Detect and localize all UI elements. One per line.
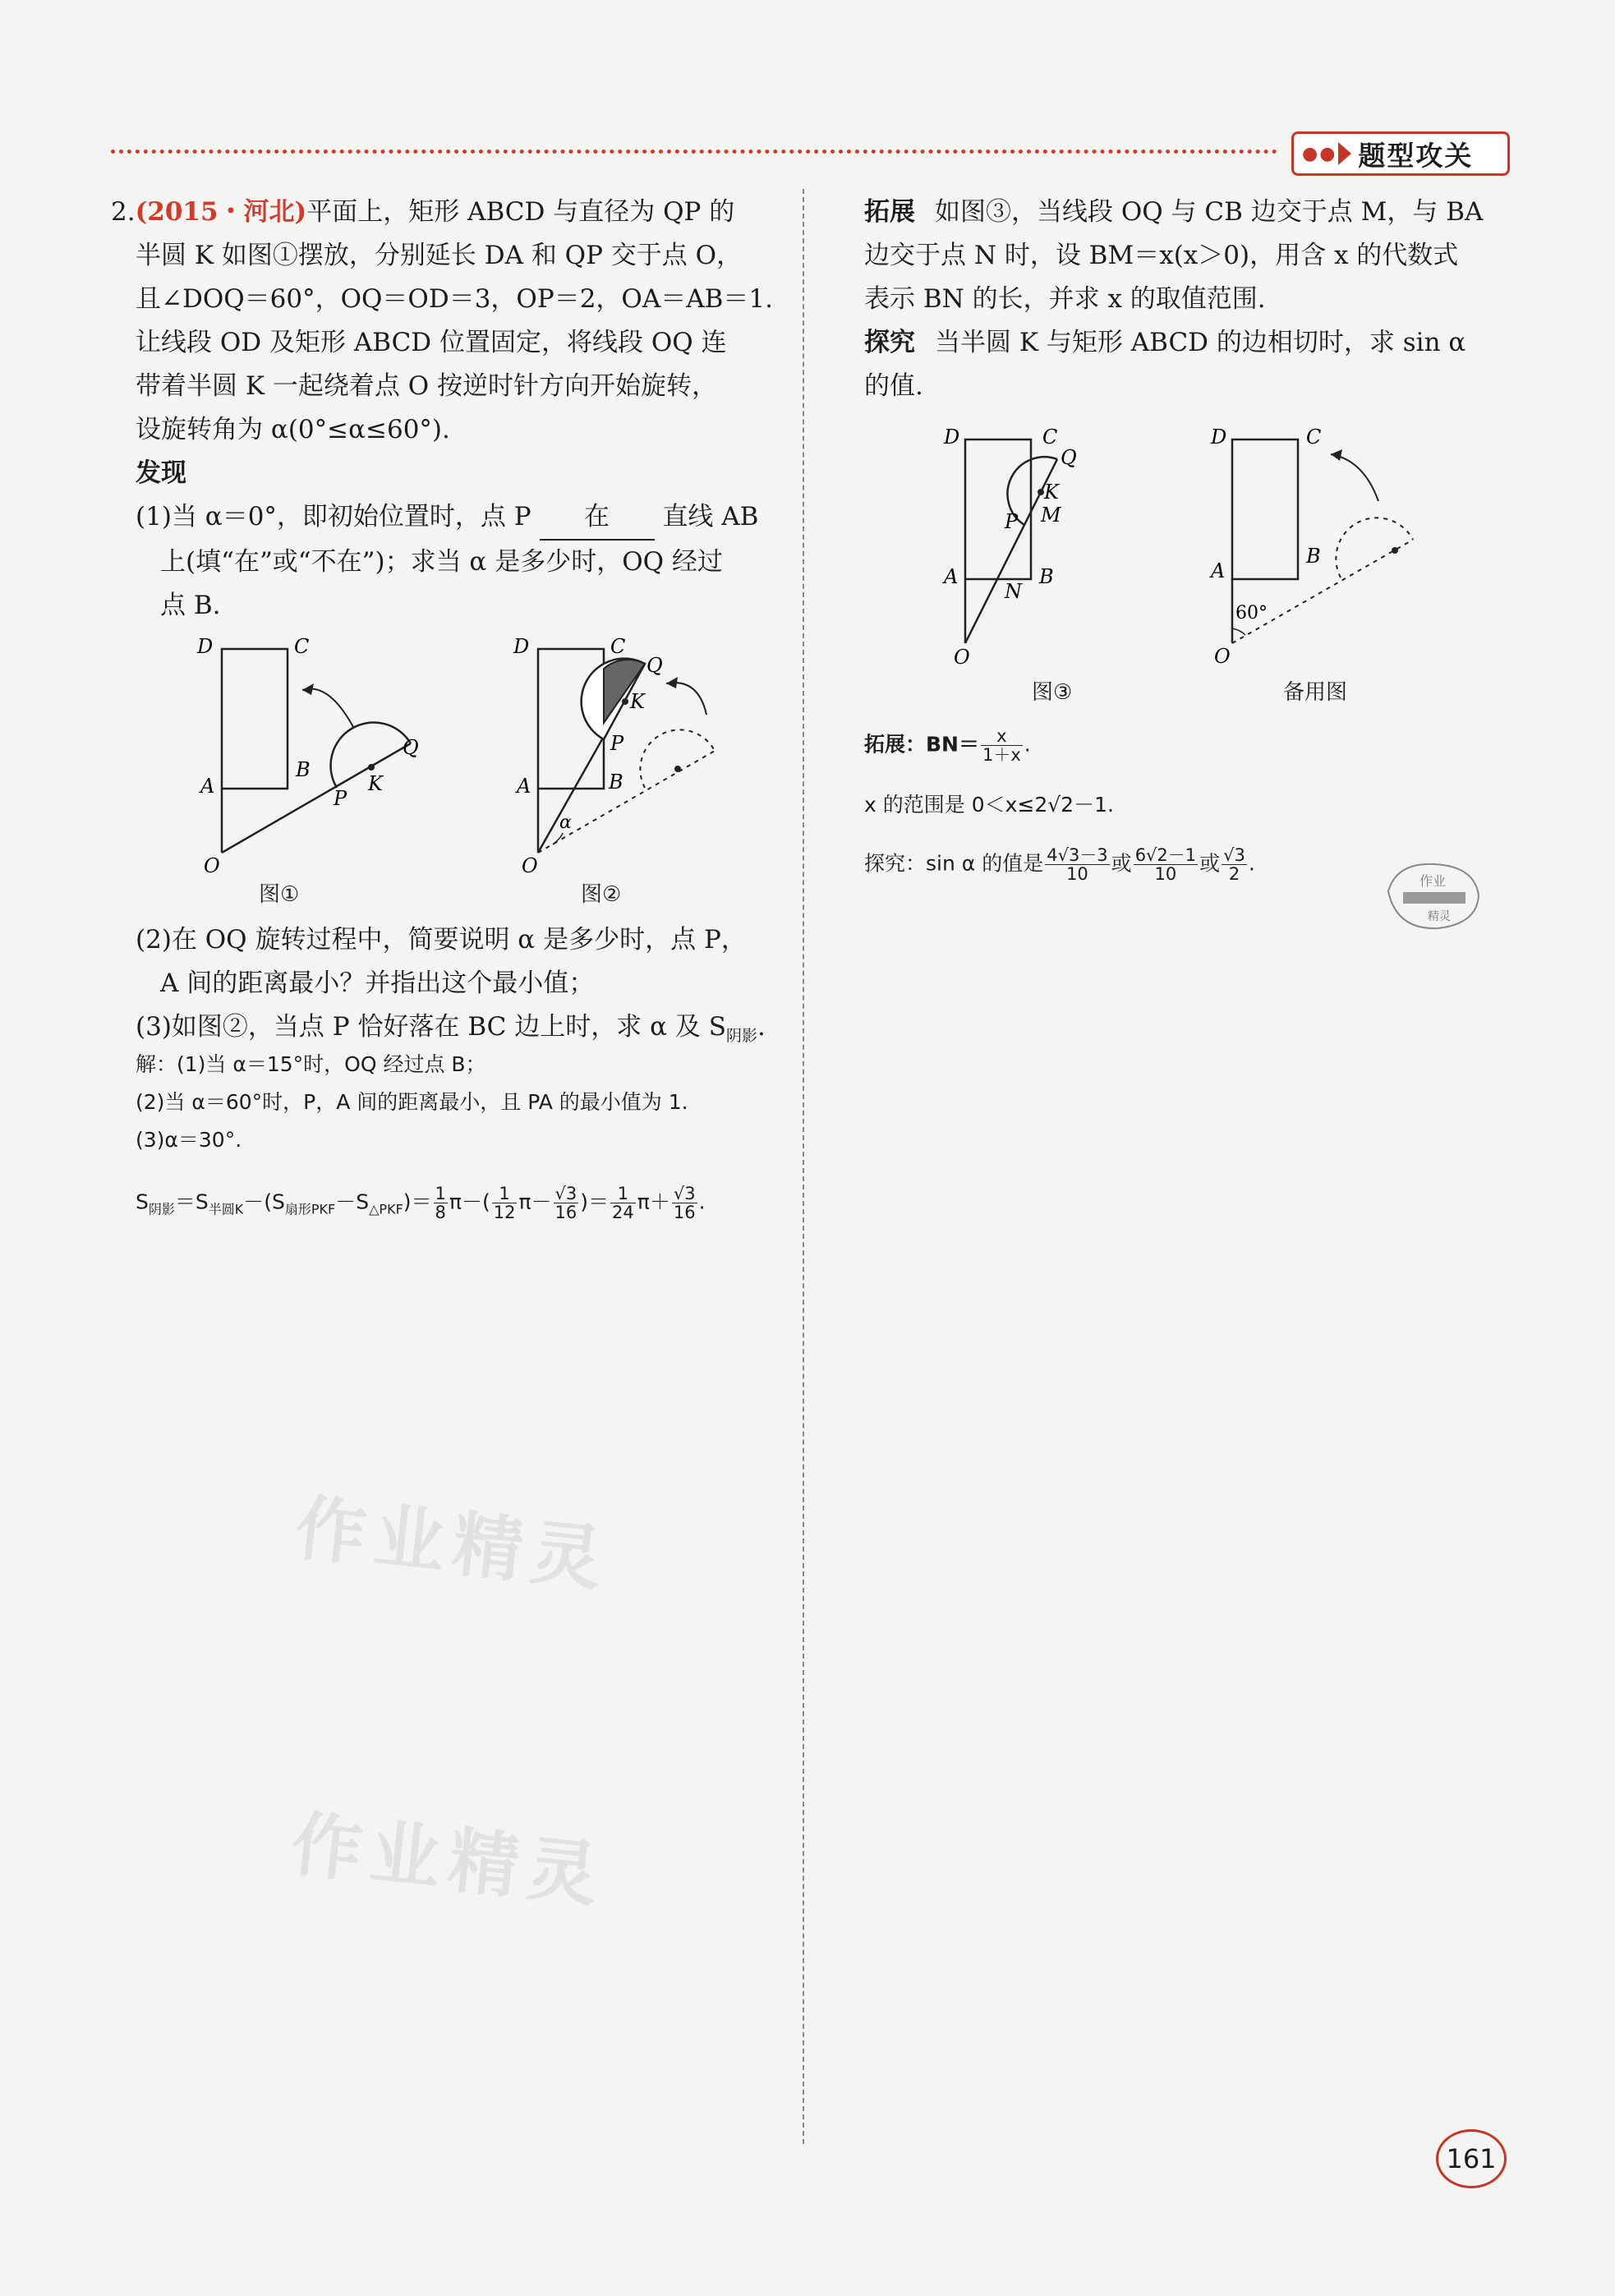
extend-text: 如图③，当线段 OQ 与 CB 边交于点 M，与 BA (935, 197, 1484, 227)
formula-sub: 阴影 (148, 1201, 175, 1217)
arrow-head-icon (666, 677, 678, 688)
formula-text: )＝ (403, 1189, 432, 1214)
stamp-bottom-text: 精灵 (1428, 910, 1451, 923)
q3-end: . (757, 1012, 766, 1042)
angle-arc (553, 833, 563, 844)
label-a: A (1211, 559, 1226, 582)
label-b: B (1039, 565, 1054, 588)
label-q: Q (646, 654, 663, 677)
numerator: √3 (1223, 845, 1245, 865)
extend-answer-text: 拓展：BN＝ (864, 732, 979, 757)
label-a: A (944, 565, 959, 588)
badge-dots-icon: ●● (1302, 143, 1337, 164)
label-d: D (513, 635, 530, 658)
problem-line: 且∠DOQ＝60°，OQ＝OD＝3，OP＝2，OA＝AB＝1. (136, 284, 773, 314)
problem-line: 带着半圆 K 一起绕着点 O 按逆时针方向开始旋转， (136, 371, 717, 401)
badge-arrow-icon (1338, 142, 1351, 165)
rotation-arrow (666, 683, 706, 715)
denominator: 24 (612, 1203, 634, 1222)
fraction (981, 727, 1023, 764)
denominator: 8 (435, 1203, 446, 1222)
original-oq-dotted (538, 751, 715, 853)
formula-sub: 半圆K (208, 1201, 244, 1217)
original-semicircle-dotted (640, 729, 715, 788)
figure-3 (932, 423, 1121, 669)
angle-arc (1232, 628, 1245, 635)
extend-answer-end: . (1024, 732, 1031, 757)
numerator: √3 (673, 1184, 696, 1203)
oq-dotted (1232, 540, 1413, 643)
question-1-line3: 点 B. (160, 591, 221, 620)
problem-line: 让线段 OD 及矩形 ABCD 位置固定，将线段 OQ 连 (136, 328, 727, 357)
rect-abcd (965, 439, 1031, 579)
question-2-line1: (2)在 OQ 旋转过程中，简要说明 α 是多少时，点 P， (136, 925, 747, 955)
label-k: K (368, 772, 383, 795)
answer-2: (2)当 α＝60°时，P，A 间的距离最小，且 PA 的最小值为 1. (136, 1090, 688, 1114)
figure-spare (1199, 423, 1446, 669)
formula-text: ＝S (174, 1189, 209, 1214)
formula-text: －S (335, 1189, 370, 1214)
problem-line: 设旋转角为 α(0°≤α≤60°). (136, 415, 450, 444)
extend-line: 表示 BN 的长，并求 x 的取值范围. (864, 284, 1266, 314)
figure-2-caption: 图② (581, 882, 622, 907)
label-p: P (334, 787, 347, 810)
fraction (610, 1185, 636, 1222)
label-b: B (609, 771, 623, 794)
explore-answer (864, 846, 1373, 883)
numerator: 1 (492, 1185, 518, 1203)
shaded-area-formula (136, 1185, 793, 1225)
stamp-logo (1380, 854, 1487, 936)
explore-answer-end: . (1248, 851, 1255, 876)
header-dotted-rule (111, 150, 1277, 154)
point-k (622, 698, 628, 705)
label-q: Q (1061, 446, 1077, 469)
rotation-arrow (1331, 454, 1378, 501)
fraction (1134, 846, 1198, 883)
arrow-head-icon (1331, 449, 1342, 461)
formula-text: π－ (518, 1189, 552, 1214)
or-text: 或 (1199, 851, 1221, 876)
formula-text: π＋ (637, 1189, 670, 1214)
q1-answer-blank: 在 (540, 495, 655, 541)
label-c: C (610, 635, 626, 658)
q1-text: (1)当 α＝0°，即初始位置时，点 P (136, 502, 531, 531)
label-p: P (610, 732, 624, 755)
rotation-arrow (302, 688, 353, 727)
point-dot (1392, 547, 1398, 554)
question-1-line2: 上(填“在”或“不在”)；求当 α 是多少时，OQ 经过 (160, 547, 723, 577)
label-d: D (197, 635, 214, 658)
point-k (1038, 489, 1044, 495)
fraction (554, 1185, 579, 1222)
denominator: 1＋x (982, 745, 1021, 765)
numerator: 4√3－3 (1047, 845, 1108, 865)
problem-source: (2015・河北) (135, 197, 307, 227)
explore-answer-text: 探究：sin α 的值是 (864, 851, 1044, 876)
numerator: 6√2－1 (1134, 845, 1197, 865)
numerator: 1 (435, 1184, 446, 1203)
numerator: 1 (610, 1185, 636, 1203)
label-k: K (630, 690, 645, 713)
fraction (1222, 846, 1247, 883)
rect-abcd (1232, 439, 1298, 579)
answer-3: (3)α＝30°. (136, 1128, 242, 1152)
label-a: A (200, 775, 215, 798)
problem-number: 2. (111, 197, 136, 227)
label-o: O (1214, 645, 1231, 668)
explore-heading: 探究 (864, 328, 915, 357)
semicircle-dotted (1336, 518, 1413, 577)
question-1 (111, 495, 784, 541)
label-d: D (944, 426, 960, 449)
label-a: A (517, 775, 531, 798)
fraction (434, 1185, 448, 1222)
label-d: D (1211, 426, 1227, 449)
extend-section (864, 191, 1521, 408)
denominator: 12 (493, 1203, 516, 1222)
label-n: N (1005, 580, 1022, 603)
original-k-point (674, 766, 681, 772)
figure-3-caption: 图③ (1032, 680, 1073, 705)
extend-line-1 (864, 191, 1521, 234)
label-q: Q (403, 736, 419, 759)
label-c: C (1042, 426, 1058, 449)
denominator: 16 (554, 1203, 577, 1222)
watermark: 作业精灵 (291, 1487, 614, 1602)
q3-text: (3)如图②，当点 P 恰好落在 BC 边上时，求 α 及 S (136, 1012, 726, 1042)
label-60-degree: 60° (1235, 603, 1268, 623)
label-p: P (1005, 510, 1019, 533)
formula-text: S (136, 1189, 149, 1214)
extend-line: 边交于点 N 时，设 BM＝x(x＞0)，用含 x 的代数式 (864, 241, 1459, 270)
extend-answer (864, 727, 1521, 764)
formula-sub: 扇形PKF (284, 1201, 336, 1217)
explore-text: 当半圆 K 与矩形 ABCD 的边相切时，求 sin α (935, 328, 1466, 357)
section-badge (1291, 131, 1510, 176)
label-o: O (954, 646, 970, 669)
stamp-band (1403, 892, 1465, 904)
label-c: C (1306, 426, 1322, 449)
answers-left (136, 1050, 793, 1155)
line-oq (222, 743, 411, 853)
explore-line-1 (864, 321, 1521, 365)
denominator: 10 (1154, 864, 1177, 884)
point-k (368, 764, 375, 771)
fraction (1045, 846, 1109, 883)
problem-line-1 (111, 191, 784, 234)
range-answer: x 的范围是 0＜x≤2√2－1. (864, 793, 1114, 817)
figure-1-caption: 图① (259, 882, 300, 907)
figure-2 (505, 633, 752, 879)
question-2-line2: A 间的距离最小？并指出这个最小值； (160, 969, 595, 998)
extend-heading: 拓展 (864, 197, 915, 227)
formula-sub: △PKF (369, 1201, 403, 1217)
answer-1: 解：(1)当 α＝15°时，OQ 经过点 B； (136, 1052, 486, 1076)
label-k: K (1044, 481, 1059, 504)
problem-text: 平面上，矩形 ABCD 与直径为 QP 的 (306, 197, 735, 227)
section-title: 题型攻关 (1358, 139, 1474, 172)
numerator: √3 (554, 1184, 577, 1203)
arrow-head-icon (302, 683, 314, 695)
or-text: 或 (1111, 851, 1132, 876)
label-m: M (1041, 504, 1061, 527)
label-o: O (522, 854, 538, 877)
column-divider (803, 189, 804, 2144)
label-o: O (204, 854, 220, 877)
explore-line: 的值. (864, 371, 923, 401)
problem-intro (111, 191, 784, 628)
formula-text: )＝ (580, 1189, 610, 1214)
label-c: C (294, 635, 310, 658)
label-b: B (1306, 545, 1321, 568)
fraction (492, 1185, 518, 1222)
fraction (672, 1185, 697, 1222)
numerator: x (981, 727, 1023, 746)
stamp-top-text: 作业 (1419, 873, 1447, 889)
q3-subscript: 阴影 (726, 1027, 758, 1046)
formula-text: π－( (449, 1189, 490, 1214)
questions-2-3 (136, 918, 793, 1058)
denominator: 16 (673, 1203, 696, 1222)
label-alpha: α (559, 812, 572, 833)
page-number: 161 (1436, 2129, 1507, 2188)
denominator: 2 (1228, 864, 1240, 884)
q1-text: 直线 AB (662, 502, 759, 531)
figure-spare-caption: 备用图 (1283, 680, 1348, 705)
discover-heading: 发现 (136, 458, 186, 488)
formula-text: . (698, 1189, 706, 1214)
denominator: 10 (1066, 864, 1088, 884)
problem-line: 半圆 K 如图①摆放，分别延长 DA 和 QP 交于点 O， (136, 241, 743, 270)
formula-text: －(S (243, 1189, 285, 1214)
watermark: 作业精灵 (287, 1803, 610, 1918)
label-b: B (296, 758, 311, 781)
rect-abcd (222, 649, 288, 789)
figure-1 (189, 633, 452, 879)
